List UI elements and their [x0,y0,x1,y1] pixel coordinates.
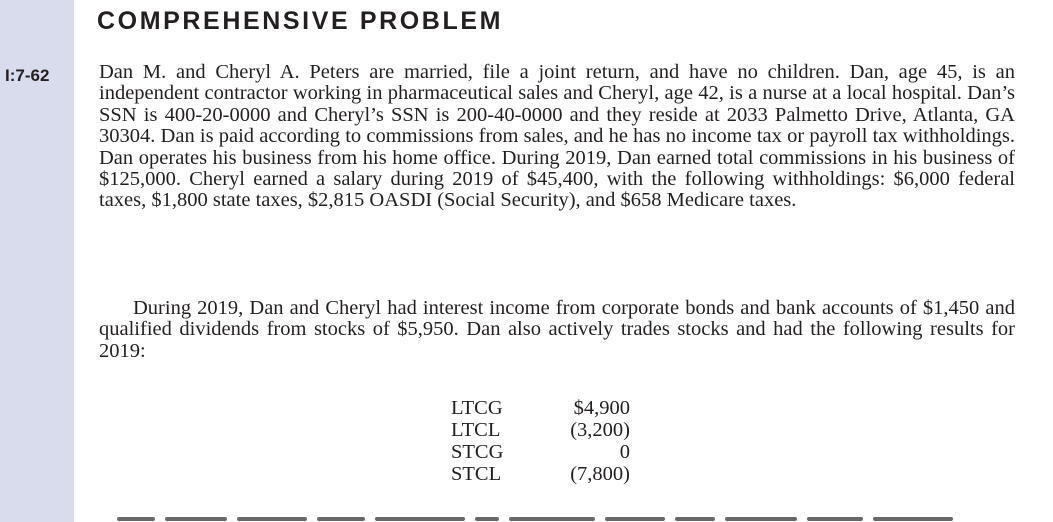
problem-number: I:7-62 [5,66,50,85]
paragraph-2: During 2019, Dan and Cheryl had interest income from corporate bonds and bank accounts of $1,450 and qualified dividends from stocks of $5,950. Dan also actively trades stocks and had the following results for 2019: [99,297,1015,362]
paragraph-1: Dan M. and Cheryl A. Peters are married, file a joint return, and have no children. Dan, age 45, is an independent contractor working in pharmaceutical sales and Cheryl, age 42, is a nurse at a local hospital. Dan’s SSN is 400-20-0000 and Cheryl’s SSN is 200-40-0000 and they reside at 2033 Palmetto Drive, Atlanta, GA 30304. Dan is paid according to commissions from sales, and he has no income tax or payroll tax withholdings. Dan operates his business from his home office. During 2019, Dan earned total commissions in his business of $125,000. Cheryl earned a salary during 2019 of $45,400, with the following withholdings: $6,000 federal taxes, $1,800 state taxes, $2,815 OASDI (Social Security), and $658 Medicare taxes. [99,61,1015,212]
table-row [451,397,630,419]
cut-off-text-line [117,508,977,522]
stock-results-table [451,397,630,485]
result-amount: (7,800) [570,463,630,485]
result-amount: $4,900 [573,397,630,419]
section-heading: COMPREHENSIVE PROBLEM [97,7,504,35]
result-amount: 0 [619,441,630,463]
result-label: LTCG [451,397,503,419]
table-row [451,463,630,485]
result-label: STCL [451,463,502,485]
result-label: STCG [451,441,504,463]
table-row [451,419,630,441]
table-row [451,441,630,463]
result-label: LTCL [451,419,501,441]
result-amount: (3,200) [570,419,630,441]
